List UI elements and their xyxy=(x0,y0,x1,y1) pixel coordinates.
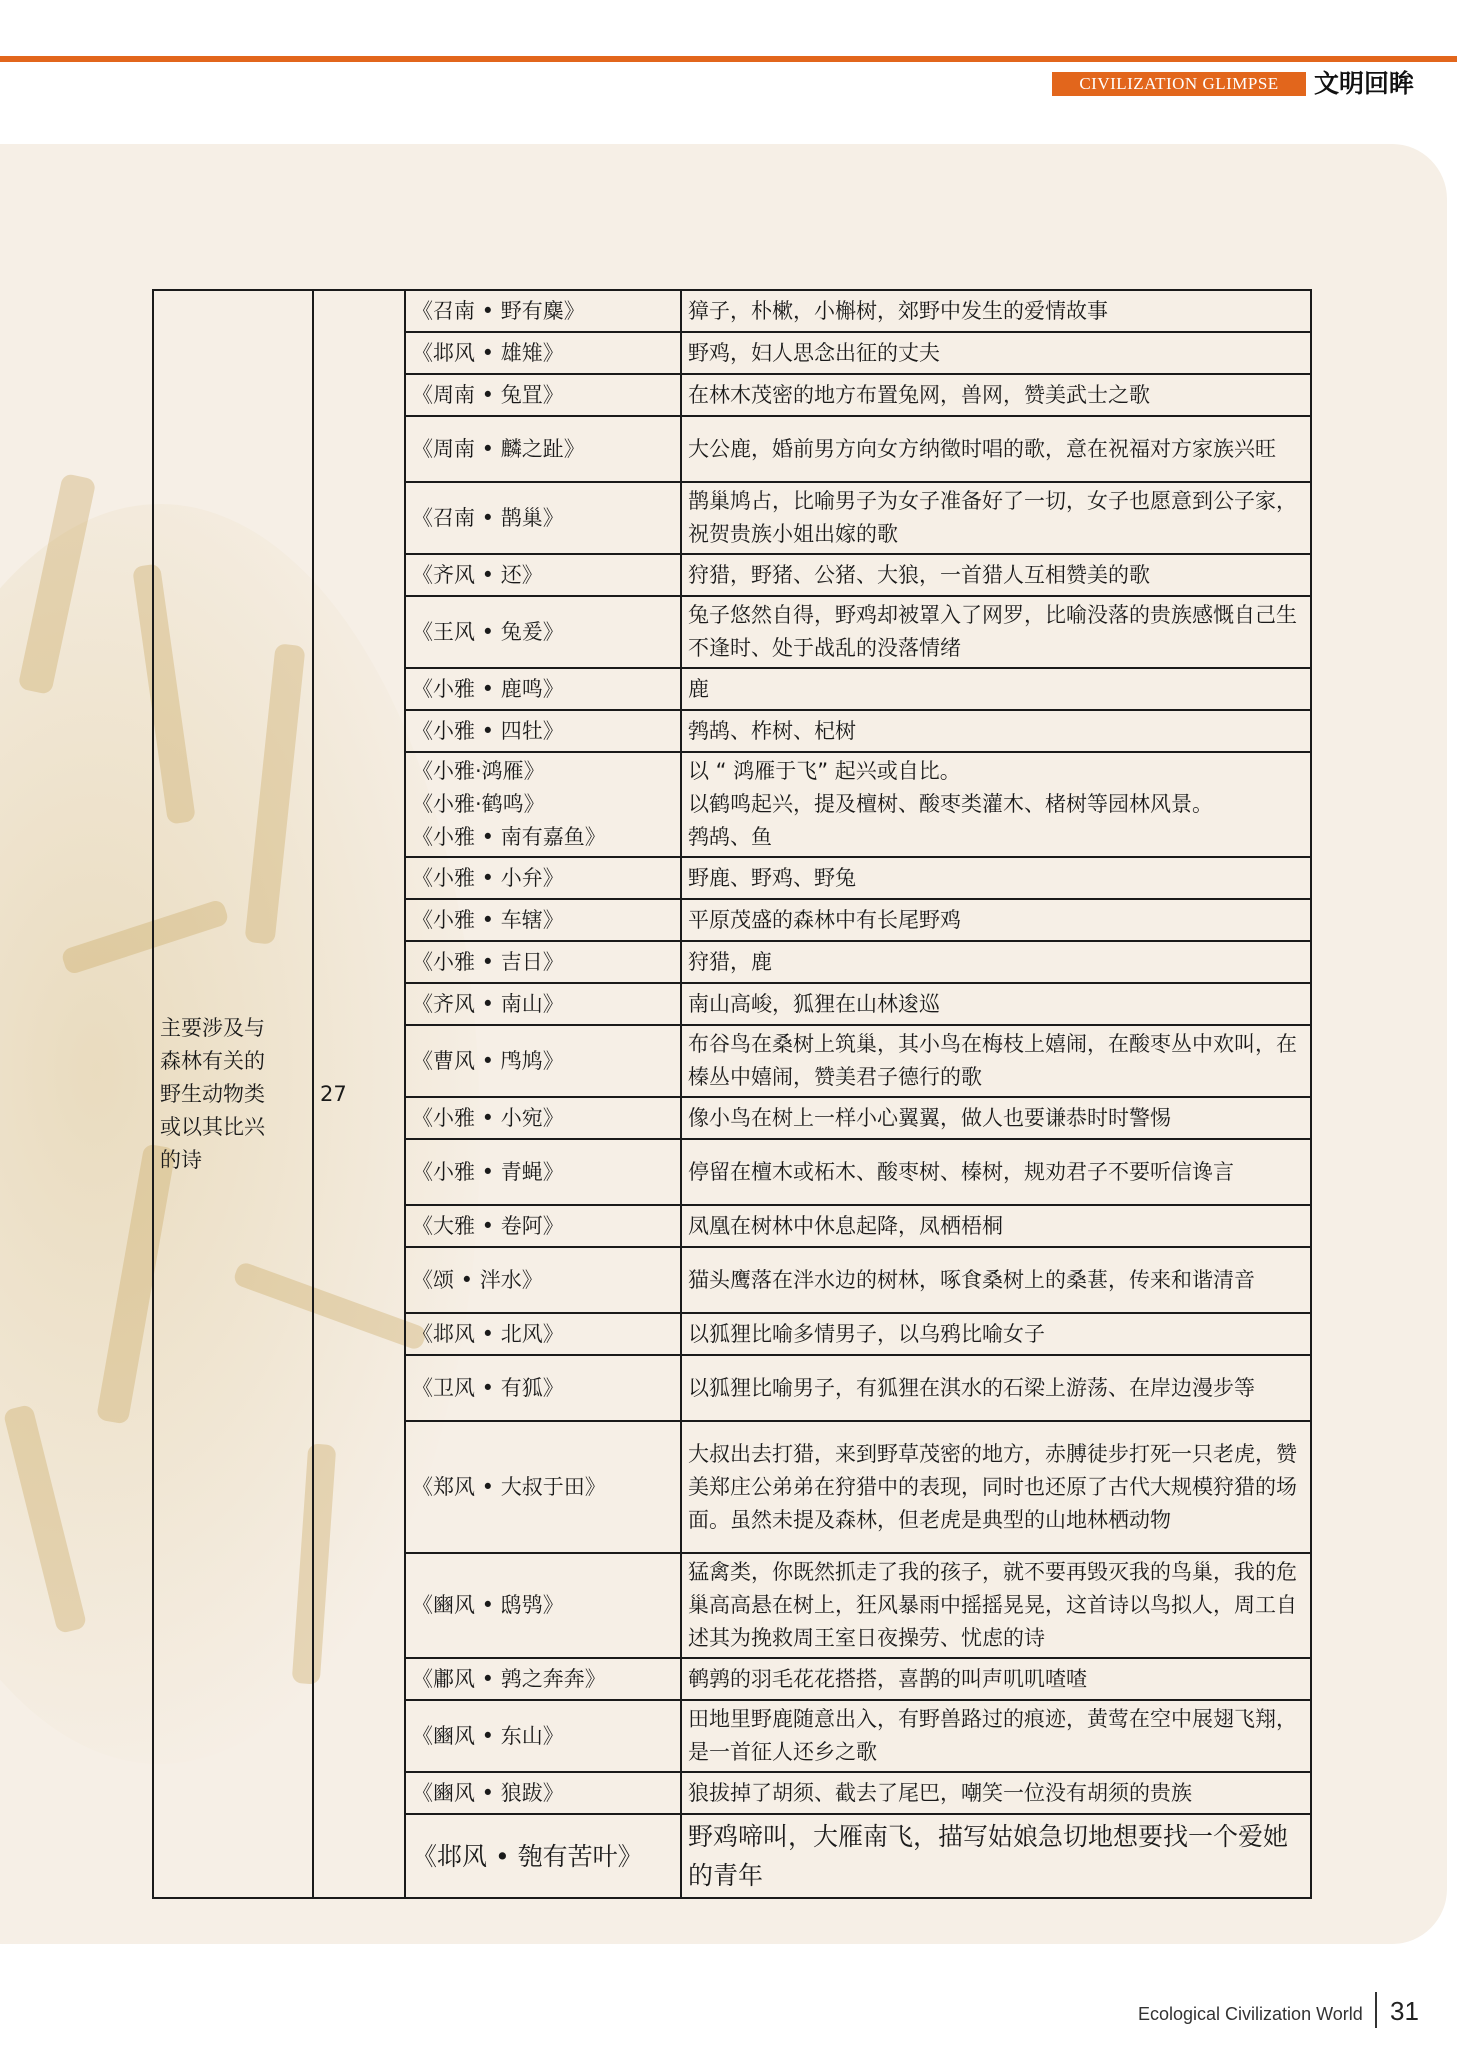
poem-title: 《小雅 • 车辖》 xyxy=(405,899,681,941)
category-line: 的诗 xyxy=(160,1147,202,1172)
category-line: 野生动物类 xyxy=(160,1081,265,1106)
poem-title: 《小雅 • 吉日》 xyxy=(405,941,681,983)
poem-title: 《豳风 • 东山》 xyxy=(405,1700,681,1772)
header-rule xyxy=(0,56,1457,62)
poem-description: 停留在檀木或柘木、酸枣树、榛树，规劝君子不要听信谗言 xyxy=(681,1139,1311,1205)
poem-description: 以狐狸比喻男子，有狐狸在淇水的石梁上游荡、在岸边漫步等 xyxy=(681,1355,1311,1421)
poem-title: 《颂 • 泮水》 xyxy=(405,1247,681,1313)
section-band-label: CIVILIZATION GLIMPSE xyxy=(1079,74,1279,93)
poem-title: 《小雅 • 四牡》 xyxy=(405,710,681,752)
poem-description-group xyxy=(681,752,1311,857)
poem-description: 狩猎，鹿 xyxy=(681,941,1311,983)
page-number: 31 xyxy=(1390,1996,1419,2026)
poem-description: 田地里野鹿随意出入，有野兽路过的痕迹，黄莺在空中展翅飞翔，是一首征人还乡之歌 xyxy=(681,1700,1311,1772)
poem-title: 《小雅·鸿雁》 xyxy=(412,759,545,783)
poem-description: 以鹤鸣起兴，提及檀树、酸枣类灌木、楮树等园林风景。 xyxy=(688,792,1213,816)
category-cell xyxy=(153,290,313,1898)
poem-title: 《小雅 • 小宛》 xyxy=(405,1097,681,1139)
poem-title: 《鄘风 • 鹑之奔奔》 xyxy=(405,1658,681,1700)
poem-description: 狩猎，野猪、公猪、大狼，一首猎人互相赞美的歌 xyxy=(681,554,1311,596)
poem-title: 《小雅 • 鹿鸣》 xyxy=(405,668,681,710)
poem-title: 《小雅 • 青蝇》 xyxy=(405,1139,681,1205)
poem-description: 鹿 xyxy=(681,668,1311,710)
count-cell: 27 xyxy=(313,290,405,1898)
footer-divider xyxy=(1375,1992,1377,2028)
poem-table xyxy=(152,289,1312,1899)
poem-description: 南山高峻，狐狸在山林逡巡 xyxy=(681,983,1311,1025)
poem-title: 《召南 • 野有麋》 xyxy=(405,290,681,332)
poem-description: 猛禽类，你既然抓走了我的孩子，就不要再毁灭我的鸟巢，我的危巢高高悬在树上，狂风暴雨中摇摇晃晃，这首诗以鸟拟人，周工自述其为挽救周王室日夜操劳、忧虑的诗 xyxy=(681,1553,1311,1658)
poem-description: 以 “ 鸿雁于飞” 起兴或自比。 xyxy=(688,759,961,783)
poem-title: 《邶风 • 匏有苦叶》 xyxy=(405,1814,681,1898)
poem-title: 《召南 • 鹊巢》 xyxy=(405,482,681,554)
poem-description: 鹁鸪、柞树、杞树 xyxy=(681,710,1311,752)
table-row xyxy=(153,290,1311,332)
poem-description: 狼拔掉了胡须、截去了尾巴，嘲笑一位没有胡须的贵族 xyxy=(681,1772,1311,1814)
poem-title: 《齐风 • 南山》 xyxy=(405,983,681,1025)
poem-title: 《卫风 • 有狐》 xyxy=(405,1355,681,1421)
poem-title: 《豳风 • 狼跋》 xyxy=(405,1772,681,1814)
poem-description: 野鹿、野鸡、野兔 xyxy=(681,857,1311,899)
poem-description: 凤凰在树林中休息起降，凤栖梧桐 xyxy=(681,1205,1311,1247)
poem-title: 《小雅 • 小弁》 xyxy=(405,857,681,899)
category-line: 主要涉及与 xyxy=(160,1015,265,1040)
poem-description: 平原茂盛的森林中有长尾野鸡 xyxy=(681,899,1311,941)
poem-description: 野鸡，妇人思念出征的丈夫 xyxy=(681,332,1311,374)
poem-description: 野鸡啼叫，大雁南飞，描写姑娘急切地想要找一个爱她的青年 xyxy=(681,1814,1311,1898)
poem-title: 《王风 • 兔爰》 xyxy=(405,596,681,668)
category-line: 森林有关的 xyxy=(160,1048,265,1073)
poem-description: 在林木茂密的地方布置兔网，兽网，赞美武士之歌 xyxy=(681,374,1311,416)
poem-description: 布谷鸟在桑树上筑巢，其小鸟在梅枝上嬉闹，在酸枣丛中欢叫，在榛丛中嬉闹，赞美君子德行的歌 xyxy=(681,1025,1311,1097)
poem-description: 大公鹿，婚前男方向女方纳徵时唱的歌，意在祝福对方家族兴旺 xyxy=(681,416,1311,482)
poem-title: 《小雅·鹤鸣》 xyxy=(412,792,545,816)
poem-title: 《周南 • 麟之趾》 xyxy=(405,416,681,482)
poem-description: 鹊巢鸠占，比喻男子为女子准备好了一切，女子也愿意到公子家，祝贺贵族小姐出嫁的歌 xyxy=(681,482,1311,554)
poem-description: 大叔出去打猎，来到野草茂密的地方，赤膊徒步打死一只老虎，赞美郑庄公弟弟在狩猎中的表现，同时也还原了古代大规模狩猎的场面。虽然未提及森林，但老虎是典型的山地林栖动物 xyxy=(681,1421,1311,1553)
section-title: 文明回眸 xyxy=(1314,69,1415,98)
poem-description: 鹌鹑的羽毛花花搭搭，喜鹊的叫声叽叽喳喳 xyxy=(681,1658,1311,1700)
poem-description: 獐子，朴樕，小槲树，郊野中发生的爱情故事 xyxy=(681,290,1311,332)
poem-description: 兔子悠然自得，野鸡却被罩入了网罗，比喻没落的贵族感慨自己生不逢时、处于战乱的没落情绪 xyxy=(681,596,1311,668)
poem-title: 《豳风 • 鸱鸮》 xyxy=(405,1553,681,1658)
poem-title-group xyxy=(405,752,681,857)
category-line: 或以其比兴 xyxy=(160,1114,265,1139)
poem-description: 像小鸟在树上一样小心翼翼，做人也要谦恭时时警惕 xyxy=(681,1097,1311,1139)
poem-title: 《邶风 • 北风》 xyxy=(405,1313,681,1355)
poem-title: 《周南 • 兔罝》 xyxy=(405,374,681,416)
poem-title: 《邶风 • 雄雉》 xyxy=(405,332,681,374)
poem-description: 以狐狸比喻多情男子，以乌鸦比喻女子 xyxy=(681,1313,1311,1355)
poem-title: 《曹风 • 鸤鸠》 xyxy=(405,1025,681,1097)
poem-description: 猫头鹰落在泮水边的树林，啄食桑树上的桑葚，传来和谐清音 xyxy=(681,1247,1311,1313)
poem-title: 《大雅 • 卷阿》 xyxy=(405,1205,681,1247)
poem-title: 《郑风 • 大叔于田》 xyxy=(405,1421,681,1553)
section-band xyxy=(1052,72,1306,96)
magazine-name: Ecological Civilization World xyxy=(1138,2004,1363,2024)
poem-title: 《小雅 • 南有嘉鱼》 xyxy=(412,825,606,849)
poem-description: 鹁鸪、鱼 xyxy=(688,825,772,849)
poem-title: 《齐风 • 还》 xyxy=(405,554,681,596)
